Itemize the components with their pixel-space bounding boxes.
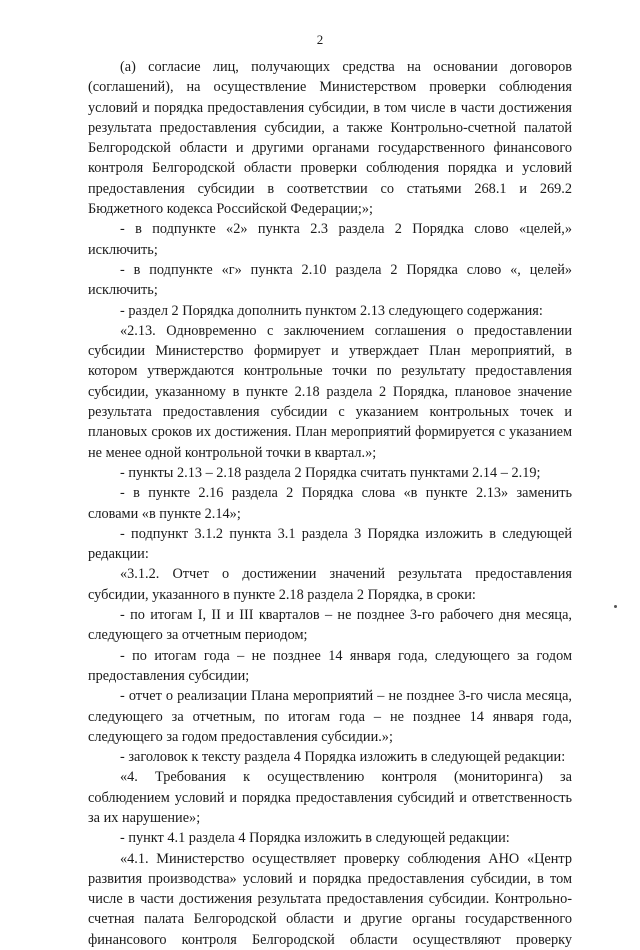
paragraph-8: - подпункт 3.1.2 пункта 3.1 раздела 3 Порядка изложить в следующей редакции: <box>88 525 572 563</box>
paragraph-12: - отчет о реализации Плана мероприятий – не позднее 3-го числа месяца, следующего за отчетным, по итогам года – не позднее 14 января года, следующего за годом предоставления субсидии.»; <box>88 688 572 745</box>
paragraph-15: - пункт 4.1 раздела 4 Порядка изложить в следующей редакции: <box>120 830 510 847</box>
paragraph-7: - в пункте 2.16 раздела 2 Порядка слова «в пункте 2.13» заменить словами «в пункте 2.14»; <box>88 485 572 522</box>
paragraph-3: - в подпункте «г» пункта 2.10 раздела 2 Порядка слово «, целей» исключить; <box>88 261 572 299</box>
paragraph-14: «4. Требования к осуществлению контроля (мониторинга) за соблюдением условий и порядка предоставления субсидий и ответственность за их нарушение»; <box>88 769 572 826</box>
paragraph-6: - пункты 2.13 – 2.18 раздела 2 Порядка считать пунктами 2.14 – 2.19; <box>120 464 541 481</box>
paragraph-4: - раздел 2 Порядка дополнить пунктом 2.13 следующего содержания: <box>120 302 543 319</box>
document-body <box>88 57 572 950</box>
paragraph-5: «2.13. Одновременно с заключением соглашения о предоставлении субсидии Министерство формирует и утверждает План мероприятий, в котором утверждаются контрольные точки по результату предоставления субсидии, указанному в пункте 2.18 раздела 2 Порядка, плановое значение результата предоставления субсидии с указанием контрольных точек и плановых сроков их достижения. План мероприятий формируется с указанием не менее одной контрольной точки в квартал.»; <box>88 322 572 461</box>
scan-speck <box>614 605 617 608</box>
paragraph-11: - по итогам года – не позднее 14 января года, следующего за годом предоставления субсидии; <box>88 647 572 684</box>
paragraph-10: - по итогам I, II и III кварталов – не позднее 3-го рабочего дня месяца, следующего за отчетным периодом; <box>88 607 572 644</box>
paragraph-13: - заголовок к тексту раздела 4 Порядка изложить в следующей редакции: <box>120 749 566 766</box>
page-number: 2 <box>316 32 324 47</box>
paragraph-1: (а) согласие лиц, получающих средства на основании договоров (соглашений), на осуществление Министерством проверки соблюдения условий и порядка предоставления субсидии, в том числе в части достижения результата предоставления субсидии, а также Контрольно-счетной палатой Белгородской области и другими органами государственного финансового контроля Белгородской области проверки соблюдения порядка и условий предоставления субсидии в соответствии со статьями 268.1 и 269.2 Бюджетного кодекса Российской Федерации;»; <box>88 59 572 218</box>
paragraph-16: «4.1. Министерство осуществляет проверку соблюдения АНО «Центр развития производства» условий и порядка предоставления субсидии, в том числе в части достижения результата предоставления субсидии. Контрольно-счетная палата Белгородской области и другие органы государственного финансового контроля Белгородской области осуществляют проверку <box>88 850 572 948</box>
paragraph-9: «3.1.2. Отчет о достижении значений результата предоставления субсидии, указанного в пункте 2.18 раздела 2 Порядка, в сроки: <box>88 566 572 603</box>
paragraph-2: - в подпункте «2» пункта 2.3 раздела 2 Порядка слово «целей,» исключить; <box>88 221 572 258</box>
